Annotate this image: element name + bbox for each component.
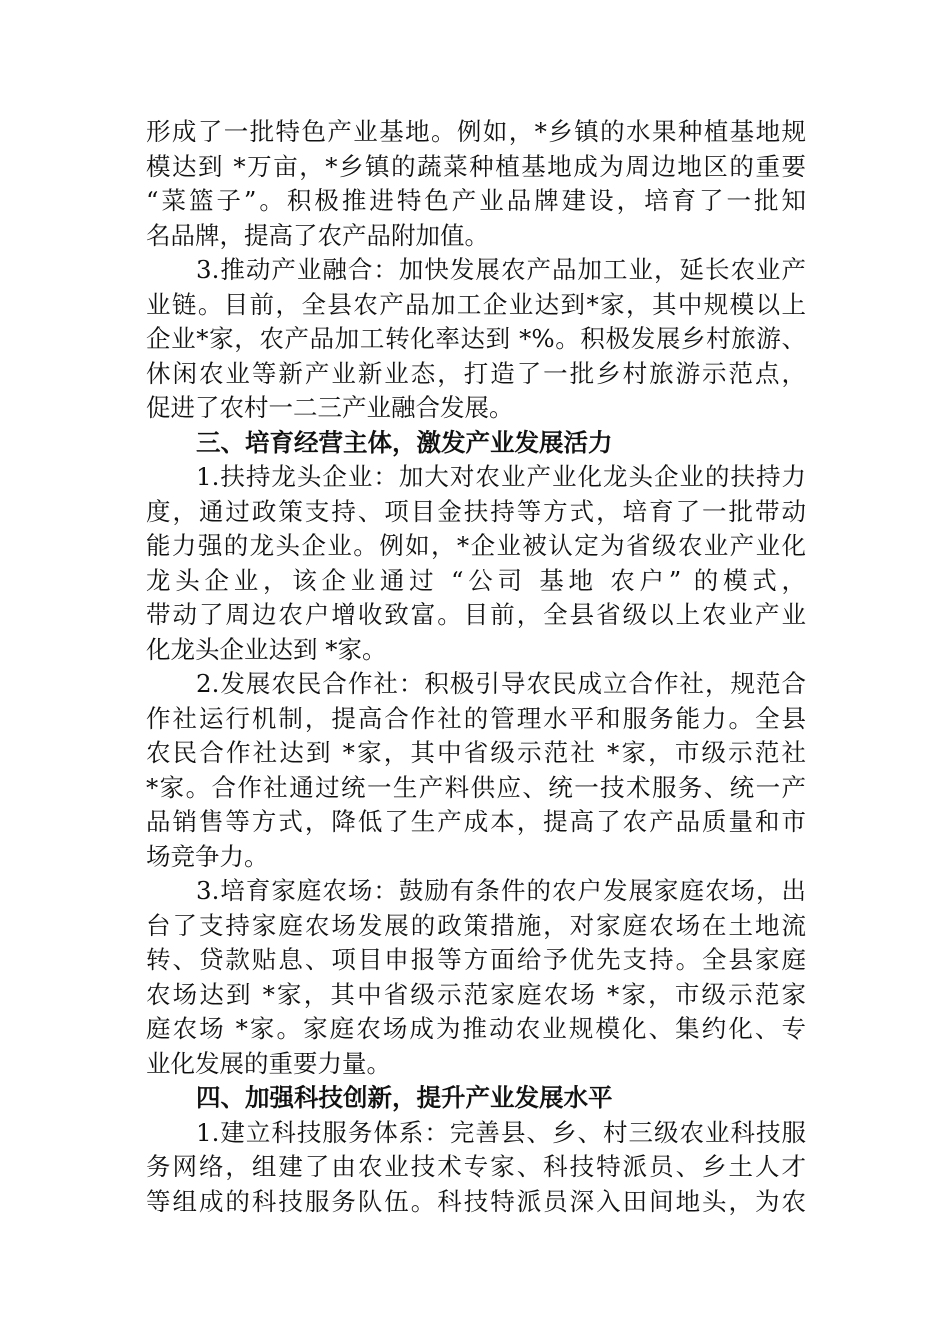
text-line: *家。合作社通过统一生产料供应、统一技术服务、统一产 — [146, 772, 806, 802]
text-line: 业链。目前，全县农产品加工企业达到*家，其中规模以上 — [146, 289, 806, 319]
text-line: 龙头企业，该企业通过 “公司 基地 农户” 的模式， — [146, 565, 806, 595]
text-line: 能力强的龙头企业。例如，*企业被认定为省级农业产业化 — [146, 531, 806, 560]
text-line: 1.建立科技服务体系：完善县、乡、村三级农业科技服 — [196, 1117, 806, 1147]
text-line: 转、贷款贴息、项目申报等方面给予优先支持。全县家庭 — [146, 945, 806, 974]
text-line: 业化发展的重要力量。 — [146, 1048, 391, 1078]
text-line: 场竞争力。 — [146, 841, 269, 871]
text-line: 1.扶持龙头企业：加大对农业产业化龙头企业的扶持力 — [196, 462, 806, 491]
text-line: 等组成的科技服务队伍。科技特派员深入田间地头，为农 — [146, 1186, 806, 1216]
text-line: 3.培育家庭农场：鼓励有条件的农户发展家庭农场，出 — [196, 876, 806, 905]
text-line: 务网络，组建了由农业技术专家、科技特派员、乡土人才 — [146, 1152, 806, 1181]
text-line: 企业*家，农产品加工转化率达到 *%。积极发展乡村旅游、 — [146, 324, 806, 353]
text-line: 3.推动产业融合：加快发展农产品加工业，延长农业产 — [196, 255, 806, 284]
text-line: 台了支持家庭农场发展的政策措施，对家庭农场在土地流 — [146, 910, 806, 940]
document-page — [146, 115, 806, 1219]
text-line: 休闲农业等新产业新业态，打造了一批乡村旅游示范点， — [146, 358, 806, 388]
text-line: 农场达到 *家，其中省级示范家庭农场 *家，市级示范家 — [146, 979, 806, 1009]
text-line: 度，通过政策支持、项目金扶持等方式，培育了一批带动 — [146, 496, 806, 526]
section-heading: 四、加强科技创新，提升产业发展水平 — [196, 1083, 613, 1112]
text-line: 形成了一批特色产业基地。例如，*乡镇的水果种植基地规 — [146, 117, 806, 146]
section-heading: 三、培育经营主体，激发产业发展活力 — [196, 427, 613, 457]
text-line: 农民合作社达到 *家，其中省级示范社 *家，市级示范社 — [146, 738, 806, 767]
text-line: 庭农场 *家。家庭农场成为推动农业规模化、集约化、专 — [146, 1014, 806, 1043]
text-line: 模达到 *万亩，*乡镇的蔬菜种植基地成为周边地区的重要 — [146, 151, 806, 181]
text-line: 促进了农村一二三产业融合发展。 — [146, 393, 514, 422]
text-line: 作社运行机制，提高合作社的管理水平和服务能力。全县 — [146, 703, 806, 733]
text-line: 2.发展农民合作社：积极引导农民成立合作社，规范合 — [196, 669, 806, 698]
text-line: 品销售等方式，降低了生产成本，提高了农产品质量和市 — [146, 807, 806, 836]
text-line: 带动了周边农户增收致富。目前，全县省级以上农业产业 — [146, 600, 806, 629]
text-line: 化龙头企业达到 *家。 — [146, 634, 387, 664]
text-line: 名品牌，提高了农产品附加值。 — [146, 220, 489, 250]
text-line: “菜篮子”。积极推进特色产业品牌建设，培育了一批知 — [146, 186, 806, 215]
